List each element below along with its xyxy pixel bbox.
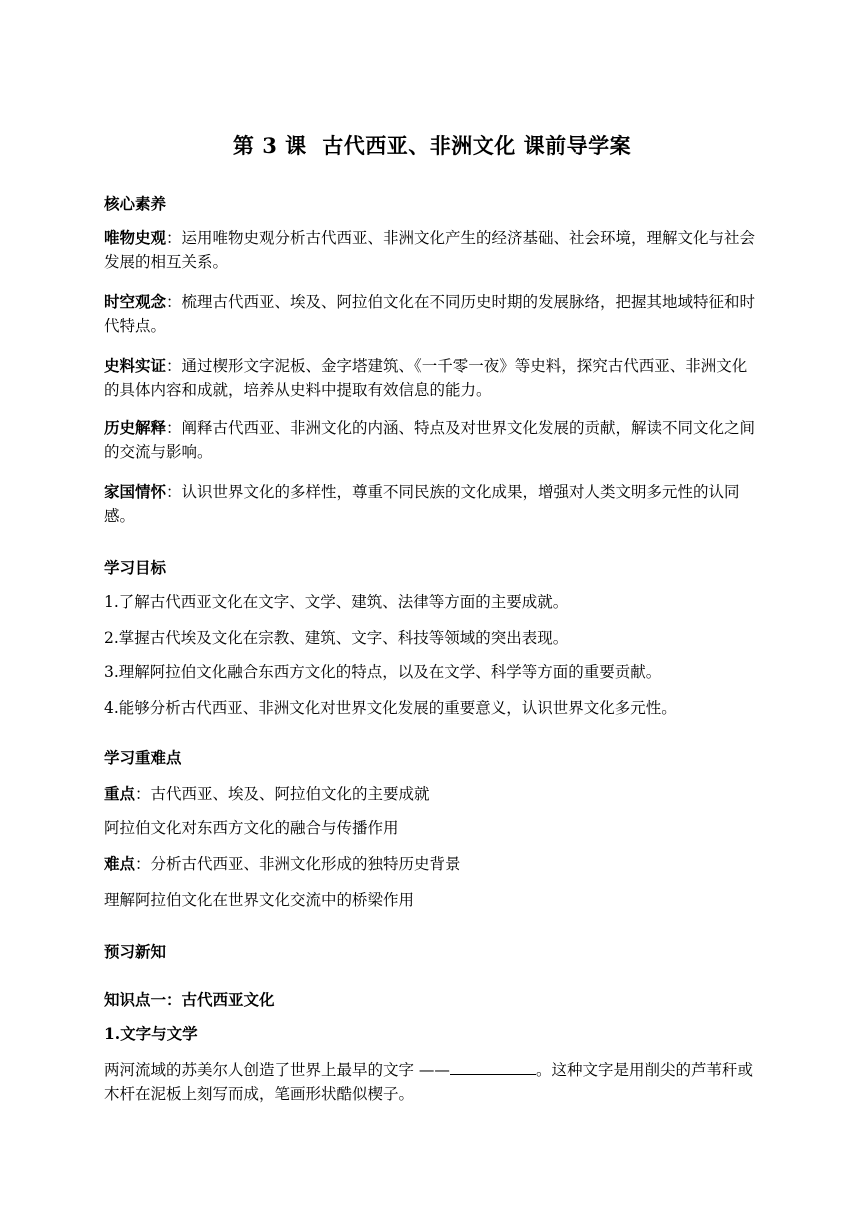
core-item-label: 历史解释 — [104, 418, 167, 437]
core-item-label: 史料实证 — [104, 356, 167, 375]
core-item-text: ：阐释古代西亚、非洲文化的内涵、特点及对世界文化发展的贡献，解读不同文化之间的交流与影响。 — [104, 419, 756, 461]
fill-in-blank[interactable] — [450, 1058, 536, 1075]
key-point-continued: 阿拉伯文化对东西方文化的融合与传播作用 — [104, 819, 399, 837]
core-item-label: 唯物史观 — [104, 228, 167, 247]
core-item-text: ：通过楔形文字泥板、金字塔建筑、《一千零一夜》等史料，探究古代西亚、非洲文化的具体内容和成就，培养从史料中提取有效信息的能力。 — [104, 357, 748, 399]
core-item-text: ：认识世界文化的多样性，尊重不同民族的文化成果，增强对人类文明多元性的认同感。 — [104, 483, 740, 525]
paragraph-text-before: 两河流域的苏美尔人创造了世界上最早的文字 —— — [104, 1061, 450, 1079]
core-item-materialism — [104, 226, 760, 274]
preview-heading: 预习新知 — [104, 942, 167, 961]
core-item-evidence — [104, 354, 760, 402]
core-item-label: 时空观念 — [104, 292, 167, 311]
page-title: 第 3 课 古代西亚、非洲文化 课前导学案 — [232, 133, 632, 158]
goal-item: 4.能够分析古代西亚、非洲文化对世界文化发展的重要意义，认识世界文化多元性。 — [104, 699, 677, 717]
difficult-point — [104, 852, 461, 876]
core-item-text: ：梳理古代西亚、埃及、阿拉伯文化在不同历史时期的发展脉络，把握其地域特征和时代特点。 — [104, 293, 756, 335]
key-point-label: 重点 — [104, 784, 136, 803]
difficult-point-label: 难点 — [104, 854, 136, 873]
learning-goals-heading: 学习目标 — [104, 558, 167, 577]
goal-item: 3.理解阿拉伯文化融合东西方文化的特点，以及在文学、科学等方面的重要贡献。 — [104, 663, 662, 681]
core-competency-heading: 核心素养 — [104, 194, 167, 213]
core-item-spacetime — [104, 290, 760, 338]
knowledge-point-heading: 知识点一：古代西亚文化 — [104, 990, 275, 1009]
goal-item: 2.掌握古代埃及文化在宗教、建筑、文字、科技等领域的突出表现。 — [104, 629, 569, 647]
core-item-patriotism — [104, 480, 760, 528]
core-item-label: 家国情怀 — [104, 482, 167, 501]
difficult-point-continued: 理解阿拉伯文化在世界文化交流中的桥梁作用 — [104, 891, 415, 909]
paragraph-text-after: 。这种文字是用削尖的芦苇秆或木杆在泥板上刻写而成，笔画形状酷似楔子。 — [104, 1061, 753, 1103]
core-item-text: ：运用唯物史观分析古代西亚、非洲文化产生的经济基础、社会环境，理解文化与社会发展的相互关系。 — [104, 229, 756, 271]
fill-blank-paragraph — [104, 1058, 760, 1106]
difficult-point-text: ：分析古代西亚、非洲文化形成的独特历史背景 — [135, 855, 461, 873]
subsection-heading: 1.文字与文学 — [104, 1024, 198, 1043]
key-point-text: ：古代西亚、埃及、阿拉伯文化的主要成就 — [135, 785, 430, 803]
core-item-interpretation — [104, 416, 760, 464]
goal-item: 1.了解古代西亚文化在文字、文学、建筑、法律等方面的主要成就。 — [104, 593, 569, 611]
key-difficult-heading: 学习重难点 — [104, 748, 182, 767]
key-point — [104, 782, 430, 806]
